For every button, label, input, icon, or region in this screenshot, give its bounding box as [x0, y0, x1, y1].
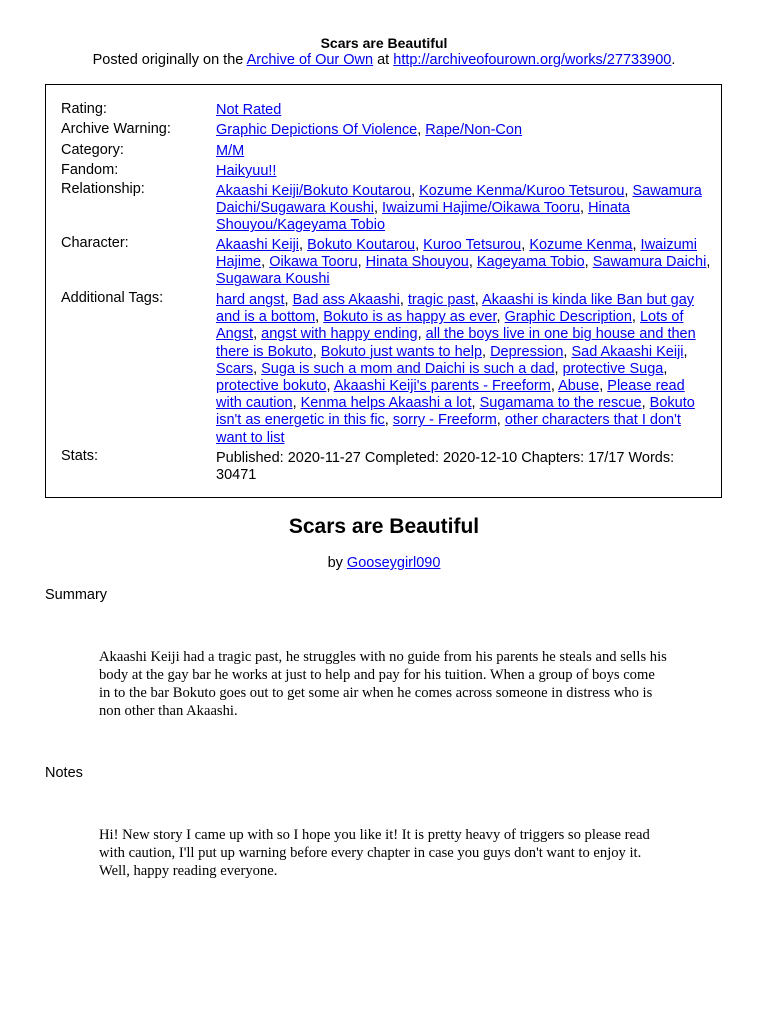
tag-separator: ,	[584, 254, 593, 271]
tag-link[interactable]: Haikyuu!!	[216, 163, 277, 179]
tag-link[interactable]: Kozume Kenma	[529, 237, 633, 253]
tag-separator: ,	[474, 292, 483, 308]
tag-separator: ,	[554, 360, 563, 377]
posted-prefix: Posted originally on the	[92, 52, 247, 68]
tag-link[interactable]: Kuroo Tetsurou	[423, 237, 522, 253]
tag-separator: ,	[357, 254, 366, 271]
notes-heading: Notes	[45, 765, 83, 781]
tag-separator: ,	[261, 254, 270, 271]
work-metadata-box	[45, 84, 722, 498]
tag-link[interactable]: Bokuto Koutarou	[307, 237, 416, 253]
tag-link[interactable]: angst with happy ending	[261, 326, 418, 343]
author-link[interactable]: Gooseygirl090	[346, 555, 441, 571]
tag-link[interactable]: Iwaizumi Hajime/Oikawa Tooru	[382, 200, 581, 217]
fandom-label: Fandom:	[61, 162, 119, 178]
tag-separator: ,	[663, 360, 668, 377]
tag-link[interactable]: Sawamura Daichi/Sugawara Koushi	[216, 183, 702, 217]
category-label: Category:	[61, 142, 124, 158]
tag-link[interactable]: Bokuto just wants to help	[320, 343, 483, 360]
tag-link[interactable]: Sugamama to the rescue	[479, 395, 642, 412]
tag-separator: ,	[624, 183, 633, 199]
posted-at: at	[373, 52, 394, 68]
tag-link[interactable]: Lots of Angst	[216, 309, 684, 343]
tag-separator: ,	[599, 378, 608, 395]
tag-link[interactable]: Bad ass Akaashi	[292, 292, 400, 308]
tag-link[interactable]: Kageyama Tobio	[476, 254, 585, 271]
tag-separator: ,	[496, 412, 505, 429]
tag-link[interactable]: Not Rated	[216, 102, 282, 118]
tag-separator: ,	[468, 254, 477, 271]
tag-link[interactable]: tragic past	[407, 292, 475, 308]
tag-link[interactable]: Depression	[490, 343, 564, 360]
warning-tags	[216, 122, 711, 139]
tag-separator: ,	[399, 292, 408, 308]
work-url-link[interactable]: http://archiveofourown.org/works/27733900	[393, 52, 672, 68]
tag-separator: ,	[253, 360, 262, 377]
tag-separator: ,	[521, 237, 530, 253]
work-title: Scars are Beautiful	[288, 515, 480, 538]
tag-link[interactable]: Bokuto is as happy as ever	[323, 309, 497, 326]
summary-heading: Summary	[45, 587, 108, 603]
posted-line	[0, 52, 768, 69]
rating-tags	[216, 102, 711, 119]
tag-link[interactable]: hard angst	[216, 292, 285, 308]
tag-link[interactable]: Rape/Non-Con	[425, 122, 523, 138]
tag-link[interactable]: Sad Akaashi Keiji	[571, 343, 684, 360]
tag-link[interactable]: Akaashi is kinda like Ban but gay and is a bottom	[216, 292, 695, 326]
tag-link[interactable]: protective bokuto	[216, 378, 327, 395]
fandom-tags	[216, 163, 711, 180]
tag-separator: ,	[550, 378, 559, 395]
character-tags	[216, 237, 711, 289]
stats-value: Published: 2020-11-27 Completed: 2020-12-10 Chapters: 17/17 Words: 30471	[216, 450, 675, 484]
tag-link[interactable]: Hinata Shouyou/Kageyama Tobio	[216, 200, 630, 234]
tag-link[interactable]: Akaashi Keiji	[216, 237, 300, 253]
tag-separator: ,	[415, 237, 424, 253]
tag-separator: ,	[326, 378, 334, 395]
tag-separator: ,	[411, 183, 420, 199]
tag-separator: ,	[471, 395, 480, 412]
tag-link[interactable]: Scars	[216, 360, 254, 377]
character-label: Character:	[61, 235, 129, 251]
tag-link[interactable]: all the boys live in one big house and then there is Bokuto	[216, 326, 696, 360]
tag-separator: ,	[292, 395, 301, 412]
tag-link[interactable]: Oikawa Tooru	[269, 254, 358, 271]
notes-text: Hi! New story I came up with so I hope you like it! It is pretty heavy of triggers so please read with caution, I'll put up warning before every chapter in case you guys don't want to enjoy it. Well, happy reading everyone.	[99, 827, 650, 879]
tag-separator: ,	[253, 326, 262, 343]
stats-label: Stats:	[61, 448, 99, 464]
tag-separator: ,	[284, 292, 293, 308]
byline	[0, 555, 768, 572]
warning-label: Archive Warning:	[61, 121, 171, 137]
tag-separator: ,	[641, 395, 650, 412]
tag-separator: ,	[373, 200, 383, 217]
tag-separator: ,	[632, 237, 641, 253]
tag-link[interactable]: Bokuto isn't as energetic in this fic	[216, 395, 695, 429]
tag-link[interactable]: Suga is such a mom and Daichi is such a dad	[261, 360, 555, 377]
relationship-label: Relationship:	[61, 181, 145, 197]
by-text: by	[327, 555, 347, 571]
posted-period: .	[671, 52, 676, 68]
tag-link[interactable]: Iwaizumi Hajime	[216, 237, 697, 271]
tag-link[interactable]: sorry - Freeform	[392, 412, 497, 429]
rating-label: Rating:	[61, 101, 107, 117]
tag-link[interactable]: M/M	[216, 143, 245, 159]
tag-separator: ,	[315, 309, 324, 326]
tag-separator: ,	[496, 309, 505, 326]
tag-link[interactable]: Akaashi Keiji's parents - Freeform	[333, 378, 551, 395]
tag-separator: ,	[631, 309, 640, 326]
summary-text: Akaashi Keiji had a tragic past, he struggles with no guide from his parents he steals and sells his body at the gay bar he works at just to help and pay for his tuition. When a group of boys come in to the bar Bokuto goes out to get some air when he comes across someone in distress who is non other than Akaashi.	[99, 649, 667, 719]
tag-separator: ,	[683, 343, 688, 360]
tag-separator: ,	[417, 326, 426, 343]
tag-link[interactable]: other characters that I don't want to list	[216, 412, 681, 446]
tag-link[interactable]: Sugawara Koushi	[216, 271, 330, 288]
relationship-tags	[216, 183, 711, 235]
tag-link[interactable]: Abuse	[558, 378, 600, 395]
tag-link[interactable]: Graphic Depictions Of Violence	[216, 122, 418, 138]
tag-link[interactable]: Hinata Shouyou	[365, 254, 469, 271]
tag-separator: ,	[312, 343, 321, 360]
tag-link[interactable]: protective Suga	[562, 360, 664, 377]
archive-link[interactable]: Archive of Our Own	[246, 52, 374, 68]
tag-link[interactable]: Please read with caution	[216, 378, 685, 412]
tag-link[interactable]: Kozume Kenma/Kuroo Tetsurou	[419, 183, 625, 199]
tag-separator: ,	[299, 237, 308, 253]
tag-separator: ,	[417, 122, 426, 138]
tag-separator: ,	[706, 254, 711, 271]
tag-separator: ,	[580, 200, 589, 217]
category-tags	[216, 143, 711, 160]
tag-link[interactable]: Sawamura Daichi	[592, 254, 707, 271]
tag-separator: ,	[563, 343, 572, 360]
tag-link[interactable]: Akaashi Keiji/Bokuto Koutarou	[216, 183, 412, 199]
document-title: Scars are Beautiful	[320, 35, 448, 51]
tag-separator: ,	[482, 343, 491, 360]
additional-tags	[216, 292, 711, 447]
additional-tags-label: Additional Tags:	[61, 290, 164, 306]
tag-link[interactable]: Kenma helps Akaashi a lot	[300, 395, 472, 412]
tag-link[interactable]: Graphic Description	[504, 309, 632, 326]
tag-separator: ,	[384, 412, 393, 429]
